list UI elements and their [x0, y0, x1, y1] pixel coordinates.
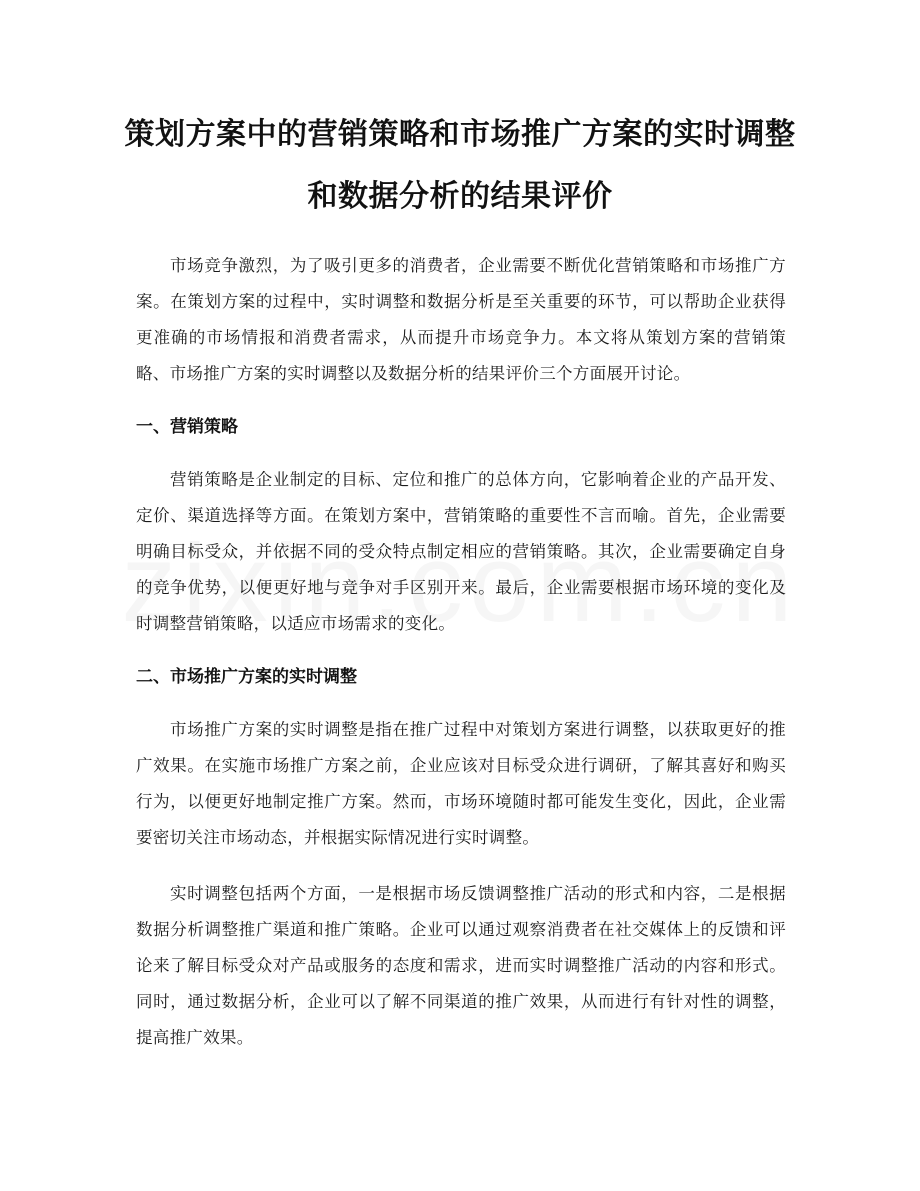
document-title: 策划方案中的营销策略和市场推广方案的实时调整和数据分析的结果评价	[124, 117, 796, 214]
section-heading-marketing-strategy: 一、营销策略	[136, 417, 238, 437]
intro-paragraph: 市场竞争激烈，为了吸引更多的消费者，企业需要不断优化营销策略和市场推广方案。在策划方案的过程中，实时调整和数据分析是至关重要的环节，可以帮助企业获得更准确的市场情报和消费者需求，从而提升市场竞争力。本文将从策划方案的营销策略、市场推广方案的实时调整以及数据分析的结果评价三个方面展开讨论。	[136, 256, 786, 383]
section-1-paragraph-1: 营销策略是企业制定的目标、定位和推广的总体方向，它影响着企业的产品开发、定价、渠道选择等方面。在策划方案中，营销策略的重要性不言而喻。首先，企业需要明确目标受众，并依据不同的受众特点制定相应的营销策略。其次，企业需要确定自身的竞争优势，以便更好地与竞争对手区别开来。最后，企业需要根据市场环境的变化及时调整营销策略，以适应市场需求的变化。	[136, 470, 786, 633]
document-body	[136, 248, 786, 1076]
section-heading-promotion-adjustment: 二、市场推广方案的实时调整	[136, 667, 357, 687]
section-2-paragraph-2: 实时调整包括两个方面，一是根据市场反馈调整推广活动的形式和内容，二是根据数据分析调整推广渠道和推广策略。企业可以通过观察消费者在社交媒体上的反馈和评论来了解目标受众对产品或服务的态度和需求，进而实时调整推广活动的内容和形式。同时，通过数据分析，企业可以了解不同渠道的推广效果，从而进行有针对性的调整，提高推广效果。	[136, 884, 786, 1047]
section-2-paragraph-1: 市场推广方案的实时调整是指在推广过程中对策划方案进行调整，以获取更好的推广效果。在实施市场推广方案之前，企业应该对目标受众进行调研，了解其喜好和购买行为，以便更好地制定推广方案。然而，市场环境随时都可能发生变化，因此，企业需要密切关注市场动态，并根据实际情况进行实时调整。	[136, 720, 786, 847]
